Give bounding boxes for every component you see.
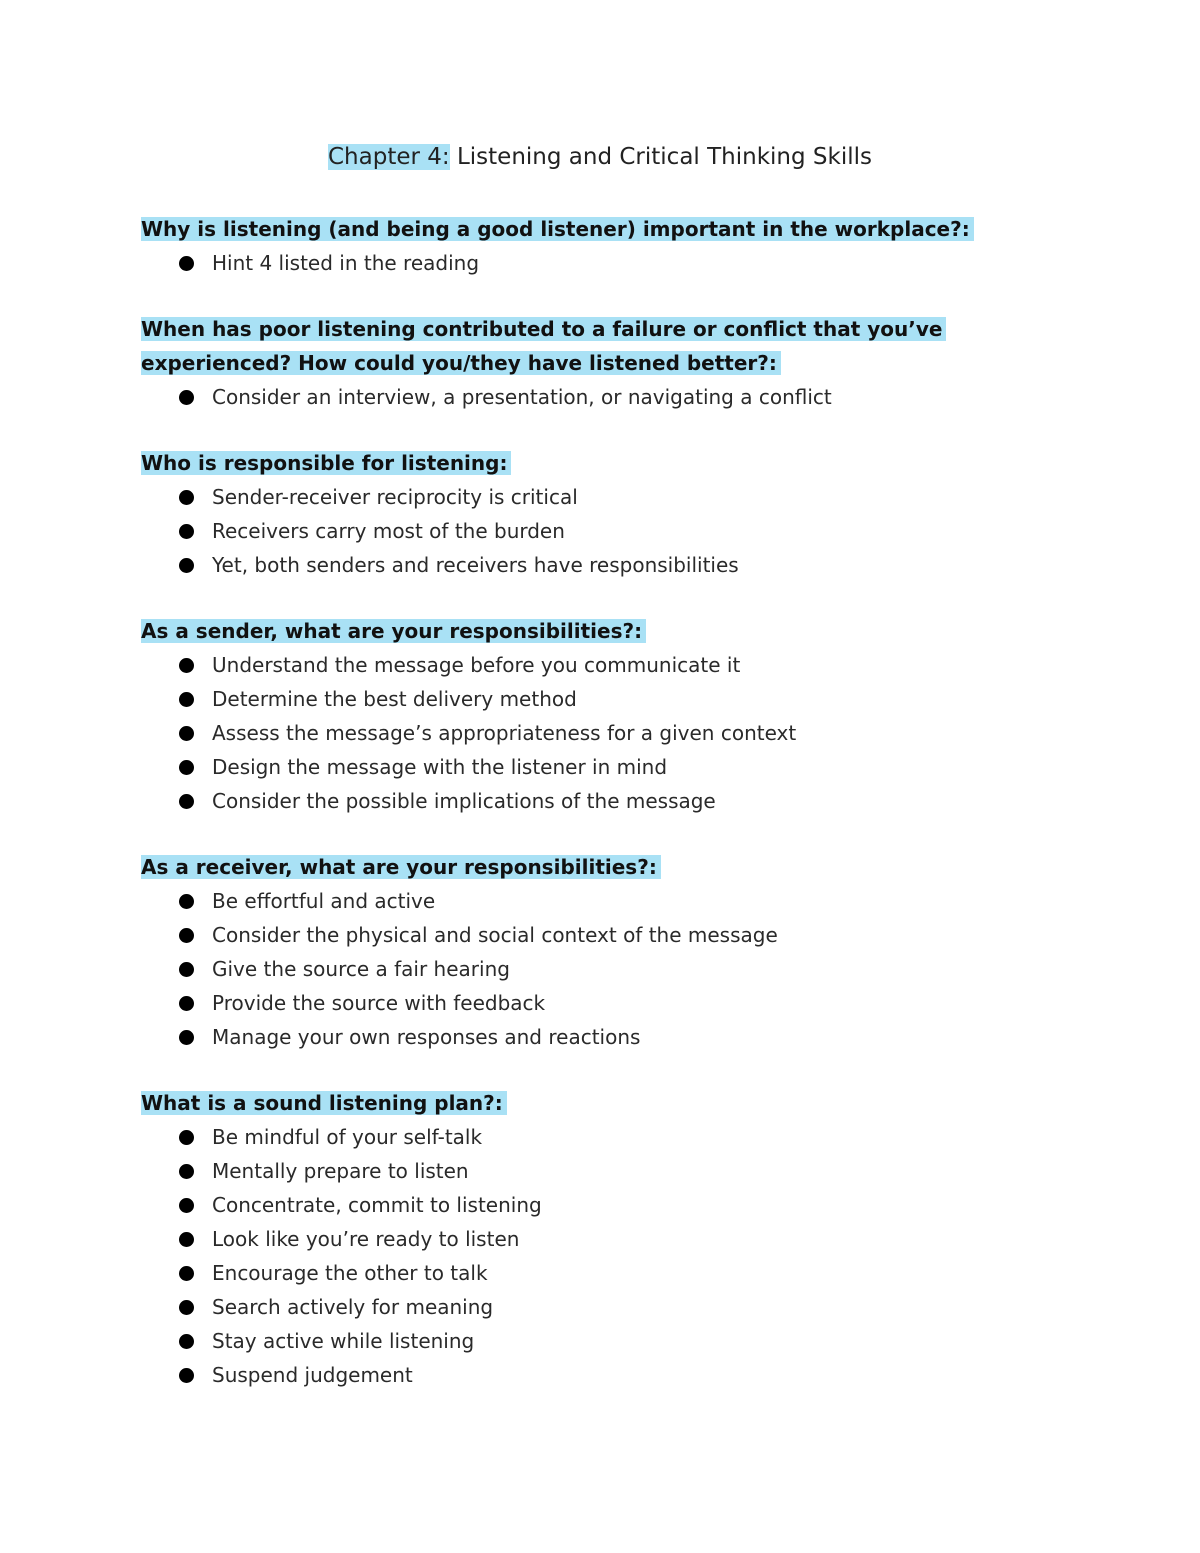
list-item: Encourage the other to talk bbox=[141, 1256, 1101, 1290]
bullet-icon bbox=[179, 1198, 194, 1213]
list-item: Sender-receiver reciprocity is critical bbox=[141, 480, 1101, 514]
bullet-icon bbox=[179, 256, 194, 271]
section-sender bbox=[141, 614, 1101, 818]
section-heading: Who is responsible for listening: bbox=[141, 446, 1101, 480]
title-rest: Listening and Critical Thinking Skills bbox=[449, 144, 872, 170]
bullet-list bbox=[141, 380, 1101, 414]
bullet-list bbox=[141, 648, 1101, 818]
bullet-icon bbox=[179, 794, 194, 809]
bullet-icon bbox=[179, 1300, 194, 1315]
bullet-icon bbox=[179, 1334, 194, 1349]
section-heading: Why is listening (and being a good listener) important in the workplace?: bbox=[141, 212, 1101, 246]
bullet-icon bbox=[179, 1266, 194, 1281]
bullet-icon bbox=[179, 1368, 194, 1383]
bullet-icon bbox=[179, 524, 194, 539]
document-body bbox=[141, 212, 1101, 1424]
list-item: Mentally prepare to listen bbox=[141, 1154, 1101, 1188]
section-heading: What is a sound listening plan?: bbox=[141, 1086, 1101, 1120]
bullet-icon bbox=[179, 490, 194, 505]
section-poor-listening bbox=[141, 312, 1101, 414]
list-item: Receivers carry most of the burden bbox=[141, 514, 1101, 548]
section-listening-plan bbox=[141, 1086, 1101, 1392]
bullet-icon bbox=[179, 390, 194, 405]
bullet-icon bbox=[179, 996, 194, 1011]
list-item: Hint 4 listed in the reading bbox=[141, 246, 1101, 280]
list-item: Consider the physical and social context of the message bbox=[141, 918, 1101, 952]
bullet-icon bbox=[179, 1164, 194, 1179]
bullet-icon bbox=[179, 1232, 194, 1247]
list-item: Determine the best delivery method bbox=[141, 682, 1101, 716]
list-item: Manage your own responses and reactions bbox=[141, 1020, 1101, 1054]
bullet-list bbox=[141, 884, 1101, 1054]
bullet-list bbox=[141, 1120, 1101, 1392]
bullet-icon bbox=[179, 558, 194, 573]
section-responsibility bbox=[141, 446, 1101, 582]
list-item: Be effortful and active bbox=[141, 884, 1101, 918]
bullet-icon bbox=[179, 928, 194, 943]
title-highlight: Chapter 4: bbox=[328, 144, 450, 170]
section-heading: When has poor listening contributed to a failure or conflict that you’ve experienced? How could you/they have listened better?: bbox=[141, 312, 1101, 380]
section-heading: As a receiver, what are your responsibilities?: bbox=[141, 850, 1101, 884]
list-item: Understand the message before you communicate it bbox=[141, 648, 1101, 682]
list-item: Assess the message’s appropriateness for a given context bbox=[141, 716, 1101, 750]
bullet-icon bbox=[179, 692, 194, 707]
bullet-list bbox=[141, 480, 1101, 582]
bullet-icon bbox=[179, 726, 194, 741]
section-importance bbox=[141, 212, 1101, 280]
bullet-icon bbox=[179, 962, 194, 977]
list-item: Suspend judgement bbox=[141, 1358, 1101, 1392]
list-item: Provide the source with feedback bbox=[141, 986, 1101, 1020]
section-receiver bbox=[141, 850, 1101, 1054]
bullet-icon bbox=[179, 1030, 194, 1045]
list-item: Stay active while listening bbox=[141, 1324, 1101, 1358]
page-title bbox=[0, 140, 1200, 174]
list-item: Consider an interview, a presentation, or navigating a conflict bbox=[141, 380, 1101, 414]
bullet-icon bbox=[179, 760, 194, 775]
list-item: Yet, both senders and receivers have responsibilities bbox=[141, 548, 1101, 582]
list-item: Design the message with the listener in mind bbox=[141, 750, 1101, 784]
bullet-icon bbox=[179, 1130, 194, 1145]
list-item: Give the source a fair hearing bbox=[141, 952, 1101, 986]
bullet-icon bbox=[179, 894, 194, 909]
section-heading: As a sender, what are your responsibilities?: bbox=[141, 614, 1101, 648]
list-item: Consider the possible implications of the message bbox=[141, 784, 1101, 818]
list-item: Concentrate, commit to listening bbox=[141, 1188, 1101, 1222]
list-item: Search actively for meaning bbox=[141, 1290, 1101, 1324]
bullet-list bbox=[141, 246, 1101, 280]
list-item: Be mindful of your self-talk bbox=[141, 1120, 1101, 1154]
list-item: Look like you’re ready to listen bbox=[141, 1222, 1101, 1256]
bullet-icon bbox=[179, 658, 194, 673]
